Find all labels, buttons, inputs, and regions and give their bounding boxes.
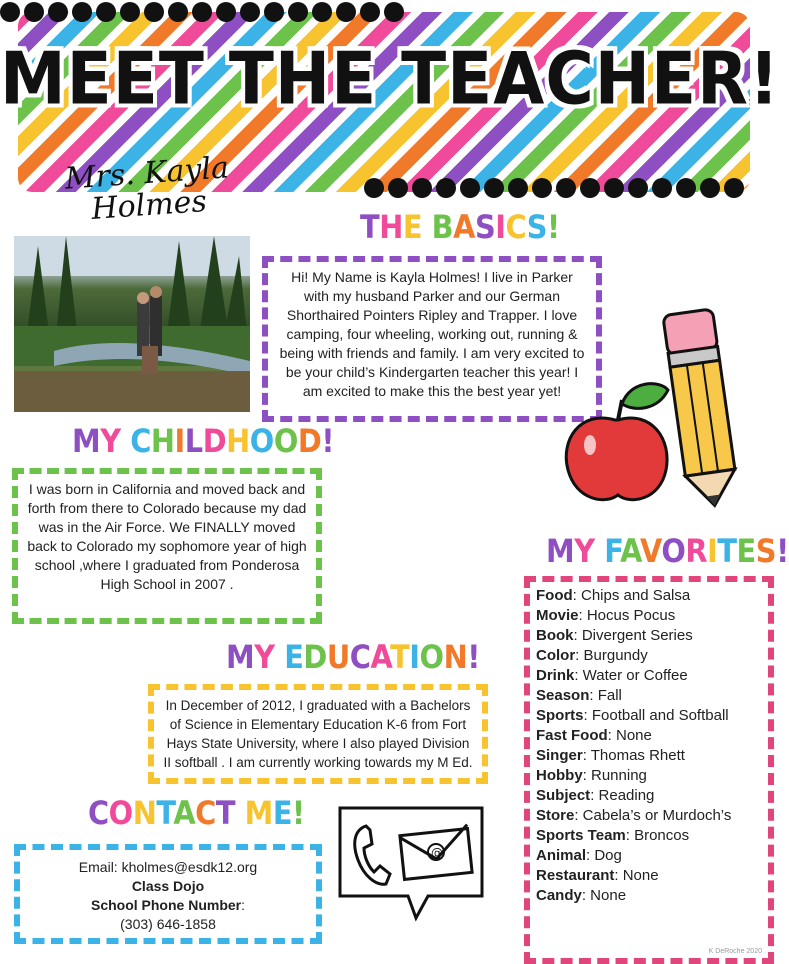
heading-letter: R — [685, 532, 708, 570]
apple-pencil-illustration — [560, 300, 750, 510]
heading-letter: E — [736, 532, 756, 570]
heading-letter: ! — [292, 794, 305, 832]
heading-letter: M — [226, 638, 255, 676]
forest-photo-illustration — [14, 236, 250, 412]
favorite-label: Candy — [536, 887, 582, 904]
heading-letter: L — [184, 422, 203, 460]
heading-letter: S — [474, 208, 496, 246]
heading-letter: T — [717, 532, 737, 570]
favorite-value: : Water or Coffee — [574, 667, 688, 684]
heading-letter: E — [402, 208, 423, 246]
heading-letter: O — [661, 532, 686, 570]
favorite-value: : Dog — [586, 847, 622, 864]
credit-text: K DeRoche 2020 — [708, 948, 762, 955]
heading-letter: ! — [547, 208, 560, 246]
favorite-item — [536, 786, 762, 806]
heading-letter — [235, 794, 245, 832]
favorite-label: Sports Team — [536, 827, 626, 844]
favorite-label: Store — [536, 807, 575, 824]
favorite-item — [536, 666, 762, 686]
basics-box — [262, 256, 602, 422]
favorite-item — [536, 646, 762, 666]
heading-letter: T — [156, 794, 174, 832]
heading-letter: H — [379, 208, 403, 246]
heading-letter: V — [639, 532, 662, 570]
heading-letter: O — [273, 422, 298, 460]
favorite-item — [536, 866, 762, 886]
heading-letter: A — [453, 208, 475, 246]
contact-illustration — [336, 804, 486, 922]
favorite-item — [536, 746, 762, 766]
favorite-value: : Running — [582, 767, 647, 784]
favorites-heading — [546, 532, 789, 570]
favorite-item — [536, 846, 762, 866]
favorite-item — [536, 586, 762, 606]
heading-letter: ! — [467, 638, 480, 676]
favorite-item — [536, 726, 762, 746]
favorite-value: : Cabela’s or Murdoch’s — [574, 807, 732, 824]
heading-letter: C — [130, 422, 151, 460]
childhood-box — [12, 468, 322, 624]
favorite-label: Hobby — [536, 767, 583, 784]
contact-email[interactable]: Email: kholmes@esdk12.org — [78, 859, 258, 875]
heading-letter: B — [431, 208, 454, 246]
heading-letter: T — [360, 208, 380, 246]
heading-letter: M — [72, 422, 101, 460]
childhood-heading — [72, 422, 334, 460]
heading-letter: A — [620, 532, 640, 570]
heading-letter: A — [370, 638, 391, 676]
heading-letter: C — [88, 794, 109, 832]
favorite-label: Season — [536, 687, 590, 704]
favorite-value: : None — [607, 727, 652, 744]
favorite-value: : None — [581, 887, 627, 904]
page-title: MEET THE TEACHER! — [0, 36, 781, 121]
heading-letter: I — [409, 638, 420, 676]
heading-letter: M — [244, 794, 273, 832]
contact-phone-number: (303) 646-1858 — [120, 916, 216, 932]
basics-text: Hi! My Name is Kayla Holmes! I live in Parker with my husband Parker and our German Shorthaired Pointers Ripley and Trapper. I love camping, four wheeling, working out, running & being with friends and family. I am very excited to be your child’s Kindergarten teacher this year! I am excited to make this the best year yet! — [279, 269, 585, 399]
heading-letter: C — [195, 794, 216, 832]
teacher-name-line1: Mrs. Kayla — [63, 150, 230, 197]
favorite-value: : Burgundy — [575, 647, 648, 664]
heading-letter: D — [303, 638, 327, 676]
contact-box — [14, 844, 322, 944]
favorite-item — [536, 626, 762, 646]
heading-letter: C — [349, 638, 371, 676]
heading-letter: S — [526, 208, 548, 246]
favorite-value: : Football and Softball — [583, 707, 729, 724]
heading-letter: H — [226, 422, 250, 460]
favorite-label: Restaurant — [536, 867, 615, 884]
favorites-list — [536, 586, 762, 906]
heading-letter: C — [505, 208, 527, 246]
heading-letter: Y — [254, 638, 275, 676]
heading-letter: N — [443, 638, 468, 676]
heading-letter: Y — [100, 422, 121, 460]
heading-letter — [422, 208, 432, 246]
heading-letter: E — [284, 638, 304, 676]
pencil-icon — [663, 309, 740, 509]
favorite-item — [536, 886, 762, 906]
heading-letter: H — [150, 422, 175, 460]
contact-phone-colon: : — [241, 897, 245, 913]
heading-letter: A — [173, 794, 196, 832]
teacher-photo — [14, 236, 250, 412]
svg-text:@: @ — [431, 846, 443, 860]
heading-letter: I — [707, 532, 718, 570]
favorite-value: : Divergent Series — [573, 627, 693, 644]
education-heading — [226, 638, 480, 676]
childhood-text: I was born in California and moved back and forth from there to Colorado because my dad was in the Air Force. We FINALLY moved back to Colorado my sophomore year of high school ,where I graduated from Ponderosa High School in 2007 . — [27, 481, 307, 592]
heading-letter: F — [604, 532, 621, 570]
favorite-item — [536, 706, 762, 726]
contact-phone-label: School Phone Number — [90, 897, 242, 913]
favorite-item — [536, 806, 762, 826]
banner-dots-top — [0, 2, 404, 22]
apple-icon — [566, 384, 668, 500]
heading-letter: O — [419, 638, 444, 676]
favorite-item — [536, 606, 762, 626]
education-box — [148, 684, 488, 784]
contact-heading — [88, 794, 305, 832]
heading-letter: ! — [776, 532, 789, 570]
favorite-value: : Reading — [590, 787, 655, 804]
favorite-value: : Fall — [589, 687, 622, 704]
heading-letter: Y — [574, 532, 595, 570]
favorite-value: : None — [614, 867, 659, 884]
favorite-item — [536, 766, 762, 786]
favorites-box — [524, 576, 774, 964]
heading-letter — [275, 638, 285, 676]
favorite-value: : Broncos — [625, 827, 690, 844]
heading-letter: ! — [321, 422, 335, 460]
contact-phone-label-row — [26, 896, 310, 915]
heading-letter: D — [297, 422, 322, 460]
banner-dots-bottom — [364, 178, 744, 198]
heading-letter: T — [215, 794, 236, 832]
heading-letter — [595, 532, 605, 570]
favorite-label: Book — [536, 627, 574, 644]
favorite-label: Animal — [536, 847, 587, 864]
favorite-label: Singer — [536, 747, 583, 764]
heading-letter: D — [202, 422, 227, 460]
favorite-label: Movie — [536, 607, 579, 624]
favorite-label: Fast Food — [536, 727, 608, 744]
basics-heading — [360, 208, 560, 246]
favorite-label: Sports — [536, 707, 584, 724]
favorite-label: Food — [536, 587, 573, 604]
heading-letter: O — [249, 422, 274, 460]
heading-letter: I — [174, 422, 185, 460]
heading-letter: I — [495, 208, 506, 246]
favorite-item — [536, 686, 762, 706]
favorite-value: : Hocus Pocus — [578, 607, 676, 624]
heading-letter: T — [390, 638, 410, 676]
contact-class-dojo: Class Dojo — [131, 878, 205, 894]
heading-letter — [121, 422, 131, 460]
education-text: In December of 2012, I graduated with a Bachelors of Science in Elementary Education K-6 from Fort Hays State University, where I also played Division II softball . I am currently working towards my M Ed. — [163, 698, 473, 770]
favorite-label: Subject — [536, 787, 591, 804]
heading-letter: M — [546, 532, 575, 570]
favorite-value: : Chips and Salsa — [572, 587, 691, 604]
heading-letter: N — [132, 794, 157, 832]
teacher-name — [46, 151, 250, 229]
heading-letter: E — [272, 794, 293, 832]
favorite-item — [536, 826, 762, 846]
favorite-label: Drink — [536, 667, 575, 684]
favorite-label: Color — [536, 647, 576, 664]
heading-letter: O — [108, 794, 133, 832]
favorite-value: : Thomas Rhett — [582, 747, 685, 764]
heading-letter: S — [755, 532, 777, 570]
heading-letter: U — [326, 638, 350, 676]
teacher-name-line2: Holmes — [90, 183, 208, 227]
